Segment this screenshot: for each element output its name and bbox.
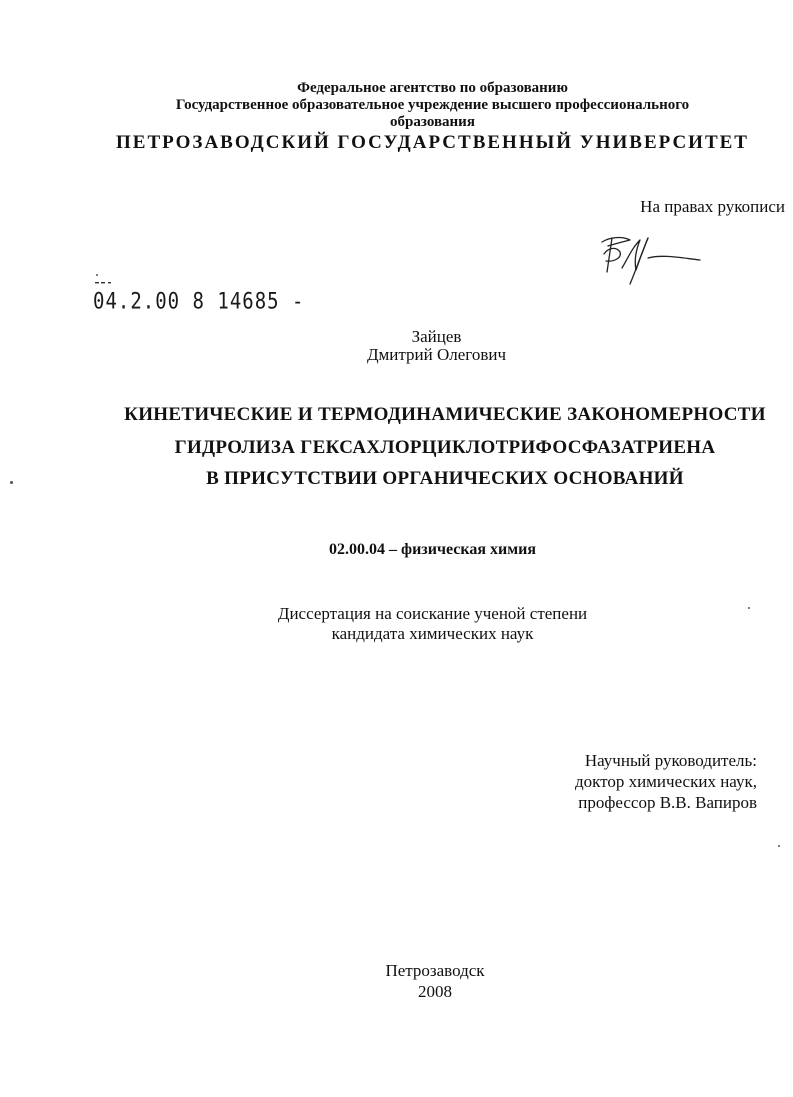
- scan-speck: [778, 845, 780, 847]
- signature-image: [592, 228, 707, 288]
- university-name: ПЕТРОЗАВОДСКИЙ ГОСУДАРСТВЕННЫЙ УНИВЕРСИТЕТ: [116, 132, 749, 153]
- stamp-mark: [95, 280, 115, 286]
- author-name: Дмитрий Олегович: [366, 345, 507, 364]
- scan-speck: [96, 274, 98, 276]
- institution-line-1: Государственное образовательное учреждение высшего профессионального: [175, 97, 690, 113]
- institution-line-2: образования: [390, 114, 475, 130]
- dissertation-line-2: кандидата химических наук: [331, 624, 534, 643]
- supervisor-name: профессор В.В. Вапиров: [578, 793, 757, 812]
- rights-note: На правах рукописи: [640, 197, 785, 216]
- agency-name: Федеральное агентство по образованию: [297, 80, 568, 96]
- title-line-1: КИНЕТИЧЕСКИЕ И ТЕРМОДИНАМИЧЕСКИЕ ЗАКОНОМЕРНОСТИ: [124, 404, 766, 425]
- specialty-code: 02.00.04 – физическая химия: [329, 541, 536, 558]
- supervisor-degree: доктор химических наук,: [574, 772, 757, 791]
- scan-speck: [748, 607, 750, 609]
- city: Петрозаводск: [385, 961, 485, 980]
- year: 2008: [418, 982, 452, 1001]
- registration-stamp-number: 04.2.00 8 14685 -: [93, 289, 305, 315]
- dissertation-line-1: Диссертация на соискание ученой степени: [277, 604, 588, 623]
- title-line-2: ГИДРОЛИЗА ГЕКСАХЛОРЦИКЛОТРИФОСФАЗАТРИЕНА: [174, 437, 716, 458]
- title-line-3: В ПРИСУТСТВИИ ОРГАНИЧЕСКИХ ОСНОВАНИЙ: [206, 468, 684, 489]
- scan-speck: [10, 481, 13, 484]
- author-surname: Зайцев: [411, 327, 462, 346]
- supervisor-role: Научный руководитель:: [584, 751, 757, 770]
